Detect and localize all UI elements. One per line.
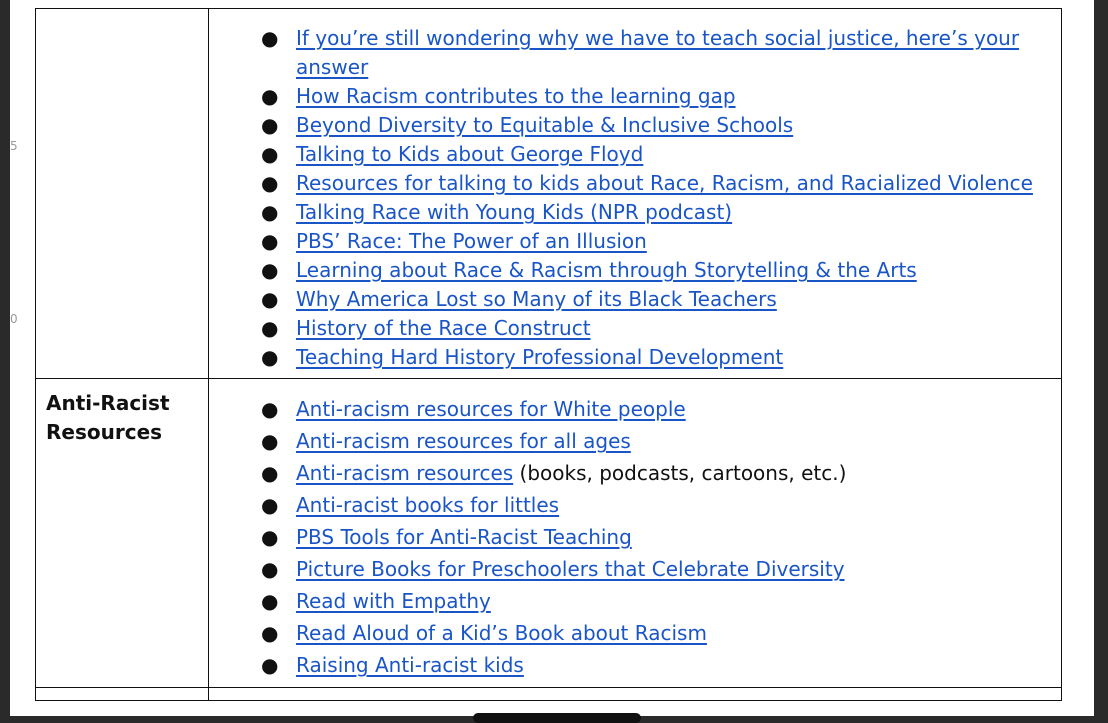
bullet-icon: ● — [261, 26, 279, 50]
resource-link[interactable]: Learning about Race & Racism through Storytelling & the Arts — [296, 258, 917, 282]
links-cell — [209, 379, 1062, 688]
list-item — [259, 457, 1049, 489]
bullet-icon: ● — [261, 397, 279, 421]
resource-link[interactable]: PBS Tools for Anti-Racist Teaching — [296, 525, 632, 549]
bullet-icon: ● — [261, 345, 279, 369]
list-item — [259, 489, 1049, 521]
resource-link[interactable]: Talking Race with Young Kids (NPR podcast) — [296, 200, 733, 224]
resource-table — [35, 8, 1062, 701]
links-cell — [209, 9, 1062, 379]
bullet-icon: ● — [261, 429, 279, 453]
list-item — [259, 82, 1049, 111]
resource-link[interactable]: Raising Anti-racist kids — [296, 653, 524, 677]
resource-link[interactable]: Anti-racism resources — [296, 461, 514, 485]
list-item — [259, 521, 1049, 553]
list-item — [259, 140, 1049, 169]
bullet-icon: ● — [261, 589, 279, 613]
bullet-icon: ● — [261, 258, 279, 282]
list-item — [259, 393, 1049, 425]
resource-list — [259, 393, 1049, 681]
list-item — [259, 425, 1049, 457]
bullet-icon: ● — [261, 316, 279, 340]
list-item — [259, 585, 1049, 617]
bullet-icon: ● — [261, 525, 279, 549]
list-item — [259, 285, 1049, 314]
bullet-icon: ● — [261, 621, 279, 645]
bullet-icon: ● — [261, 142, 279, 166]
resource-link[interactable]: Resources for talking to kids about Race, Racism, and Racialized Violence — [296, 171, 1033, 195]
resource-link[interactable]: History of the Race Construct — [296, 316, 591, 340]
category-cell — [36, 379, 209, 688]
links-cell — [209, 688, 1062, 701]
list-item — [259, 111, 1049, 140]
scroll-indicator[interactable] — [473, 713, 641, 723]
resource-link[interactable]: Beyond Diversity to Equitable & Inclusive Schools — [296, 113, 794, 137]
list-item — [259, 649, 1049, 681]
resource-link[interactable]: PBS’ Race: The Power of an Illusion — [296, 229, 647, 253]
list-item — [259, 198, 1049, 227]
list-item — [259, 343, 1049, 372]
resource-list — [259, 24, 1049, 372]
resource-link[interactable]: Anti-racist books for littles — [296, 493, 560, 517]
bullet-icon: ● — [261, 200, 279, 224]
table-row — [36, 9, 1062, 379]
bullet-icon: ● — [261, 461, 279, 485]
bullet-icon: ● — [261, 287, 279, 311]
list-item — [259, 553, 1049, 585]
bullet-icon: ● — [261, 229, 279, 253]
resource-link[interactable]: Picture Books for Preschoolers that Celebrate Diversity — [296, 557, 845, 581]
bullet-icon: ● — [261, 171, 279, 195]
resource-link[interactable]: Talking to Kids about George Floyd — [296, 142, 644, 166]
table-row — [36, 379, 1062, 688]
list-item — [259, 314, 1049, 343]
bullet-icon: ● — [261, 493, 279, 517]
document-page — [10, 0, 1094, 716]
list-item — [259, 24, 1049, 82]
list-item — [259, 227, 1049, 256]
bullet-icon: ● — [261, 653, 279, 677]
bullet-icon: ● — [261, 113, 279, 137]
edge-mark: 5 — [10, 139, 18, 153]
resource-link[interactable]: Anti-racism resources for all ages — [296, 429, 631, 453]
table-row — [36, 688, 1062, 701]
resource-link[interactable]: Read Aloud of a Kid’s Book about Racism — [296, 621, 707, 645]
resource-link[interactable]: How Racism contributes to the learning gap — [296, 84, 736, 108]
edge-mark: 0 — [10, 312, 18, 326]
bullet-icon: ● — [261, 557, 279, 581]
bullet-icon: ● — [261, 84, 279, 108]
resource-link[interactable]: Read with Empathy — [296, 589, 491, 613]
category-cell — [36, 688, 209, 701]
category-cell — [36, 9, 209, 379]
list-item — [259, 256, 1049, 285]
resource-link[interactable]: If you’re still wondering why we have to teach social justice, here’s your answer — [296, 26, 1020, 79]
resource-link[interactable]: Teaching Hard History Professional Development — [296, 345, 784, 369]
resource-link[interactable]: Why America Lost so Many of its Black Teachers — [296, 287, 777, 311]
list-item — [259, 617, 1049, 649]
resource-link[interactable]: Anti-racism resources for White people — [296, 397, 686, 421]
link-note: (books, podcasts, cartoons, etc.) — [513, 461, 847, 485]
category-label: Anti-Racist Resources — [46, 391, 170, 444]
list-item — [259, 169, 1049, 198]
